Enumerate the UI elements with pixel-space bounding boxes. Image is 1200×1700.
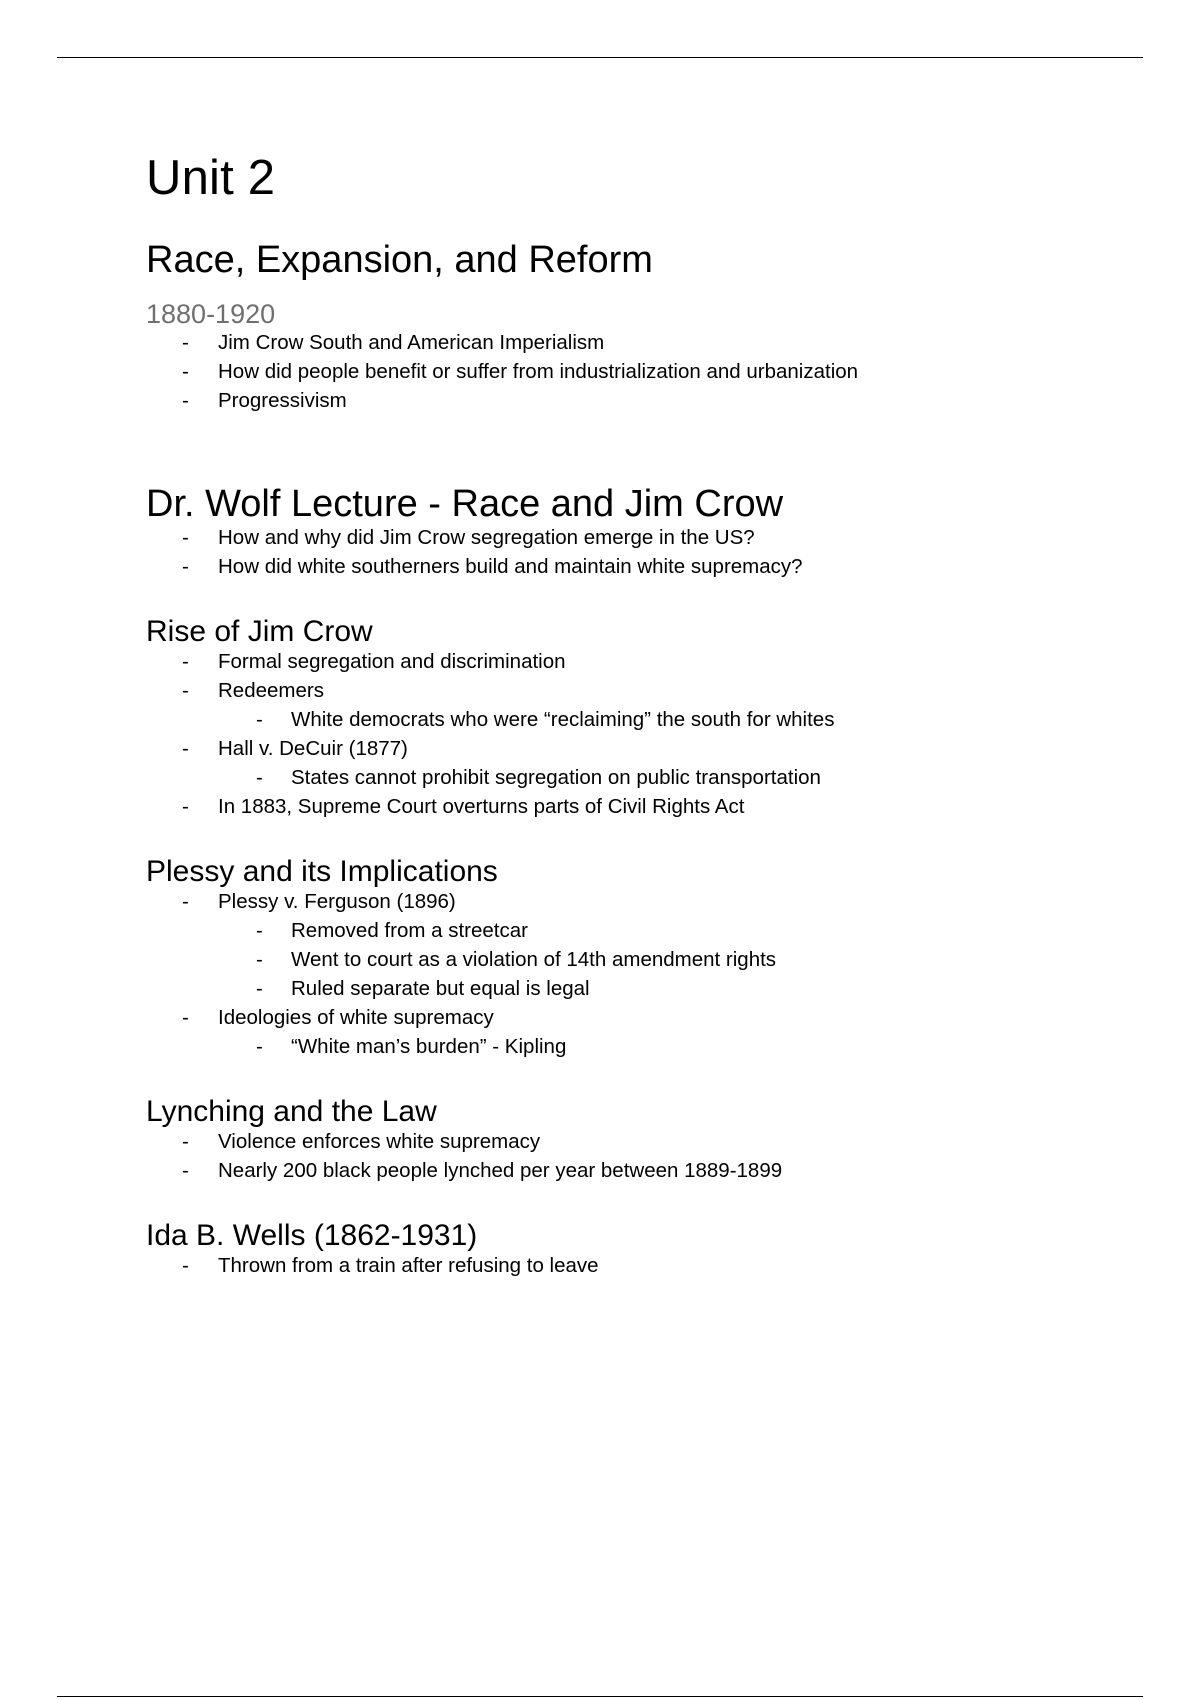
ida-b-wells-list [146,1251,1106,1280]
list-item: - Plessy v. Ferguson (1896) [146,887,1106,916]
bottom-rule [57,1696,1143,1697]
section-heading-rise-of-jim-crow: Rise of Jim Crow [146,615,373,648]
sub-list-item: - White democrats who were “reclaiming” the south for whites [146,705,1106,734]
sub-list-item: - Ruled separate but equal is legal [146,974,1106,1003]
lecture-heading: Dr. Wolf Lecture - Race and Jim Crow [146,483,784,525]
sub-list-item: - “White man’s burden” - Kipling [146,1032,1106,1061]
list-item: - In 1883, Supreme Court overturns parts of Civil Rights Act [146,792,1106,821]
list-item: - Redeemers [146,676,1106,705]
lecture-questions [146,523,1106,581]
unit-subtitle: Race, Expansion, and Reform [146,239,653,281]
intro-list [146,328,1106,415]
list-item: - Ideologies of white supremacy [146,1003,1106,1032]
section-heading-ida-b-wells: Ida B. Wells (1862-1931) [146,1219,478,1252]
sub-list-item: - Went to court as a violation of 14th amendment rights [146,945,1106,974]
top-rule [57,57,1143,58]
intro-item: - Jim Crow South and American Imperialism [146,328,1106,357]
sub-list-item: - Removed from a streetcar [146,916,1106,945]
list-item: - Nearly 200 black people lynched per year between 1889-1899 [146,1156,1106,1185]
lynching-list [146,1127,1106,1185]
lecture-question: - How and why did Jim Crow segregation emerge in the US? [146,523,1106,552]
list-item: - Hall v. DeCuir (1877) [146,734,1106,763]
lecture-question: - How did white southerners build and maintain white supremacy? [146,552,1106,581]
date-range: 1880-1920 [146,299,276,329]
sub-list-item: - States cannot prohibit segregation on public transportation [146,763,1106,792]
document-page [146,140,1106,1280]
page-title: Unit 2 [146,151,276,205]
list-item: - Formal segregation and discrimination [146,647,1106,676]
rise-of-jim-crow-list [146,647,1106,821]
list-item: - Violence enforces white supremacy [146,1127,1106,1156]
section-heading-plessy: Plessy and its Implications [146,855,498,888]
intro-item: - Progressivism [146,386,1106,415]
plessy-list [146,887,1106,1061]
section-heading-lynching: Lynching and the Law [146,1095,437,1128]
list-item: - Thrown from a train after refusing to leave [146,1251,1106,1280]
intro-item: - How did people benefit or suffer from industrialization and urbanization [146,357,1106,386]
